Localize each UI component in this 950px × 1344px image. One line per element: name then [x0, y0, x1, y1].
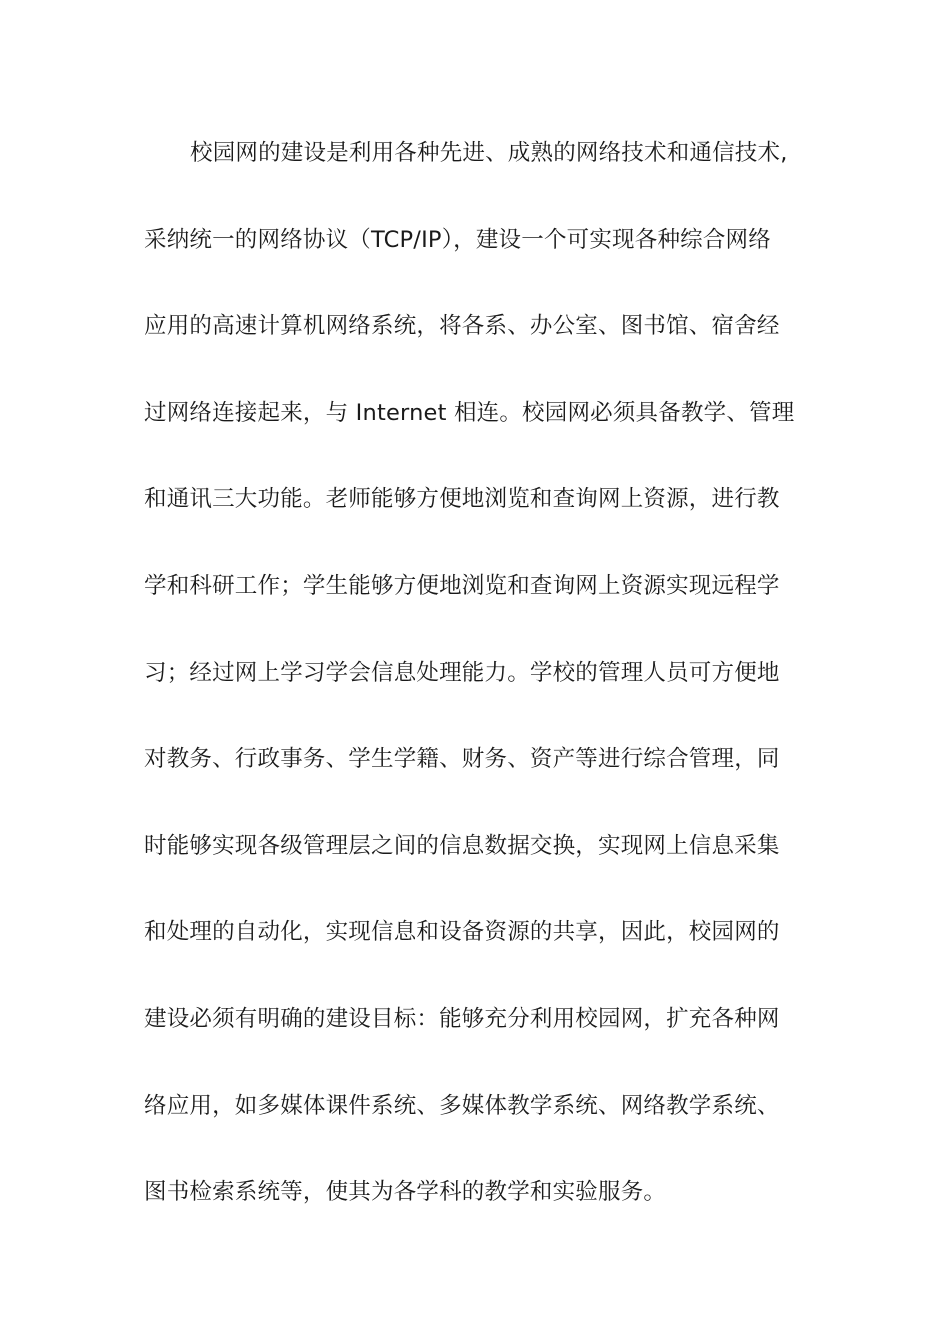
paragraph-line: 学和科研工作；学生能够方便地浏览和查询网上资源实现远程学 [144, 572, 780, 599]
paragraph-line: 和处理的自动化，实现信息和设备资源的共享，因此，校园网的 [144, 919, 780, 946]
paragraph-line: 习；经过网上学习学会信息处理能力。学校的管理人员可方便地 [144, 659, 780, 686]
paragraph-line: 时能够实现各级管理层之间的信息数据交换，实现网上信息采集 [144, 832, 780, 859]
paragraph-line: 采纳统一的网络协议（TCP/IP），建设一个可实现各种综合网络 [144, 226, 771, 253]
paragraph-line: 应用的高速计算机网络系统，将各系、办公室、图书馆、宿舍经 [144, 313, 780, 340]
paragraph-line: 对教务、行政事务、学生学籍、财务、资产等进行综合管理，同 [144, 746, 780, 773]
paragraph-line: 校园网的建设是利用各种先进、成熟的网络技术和通信技术, [190, 140, 788, 166]
paragraph-line: 和通讯三大功能。老师能够方便地浏览和查询网上资源，进行教 [144, 486, 780, 513]
paragraph-line: 络应用，如多媒体课件系统、多媒体教学系统、网络教学系统、 [144, 1092, 780, 1119]
paragraph-line: 过网络连接起来，与 Internet 相连。校园网必须具备教学、管理 [144, 399, 795, 426]
body-paragraph [144, 131, 804, 1257]
paragraph-line: 图书检索系统等，使其为各学科的教学和实验服务。 [144, 1179, 667, 1206]
paragraph-line: 建设必须有明确的建设目标：能够充分利用校园网，扩充各种网 [144, 1005, 780, 1032]
